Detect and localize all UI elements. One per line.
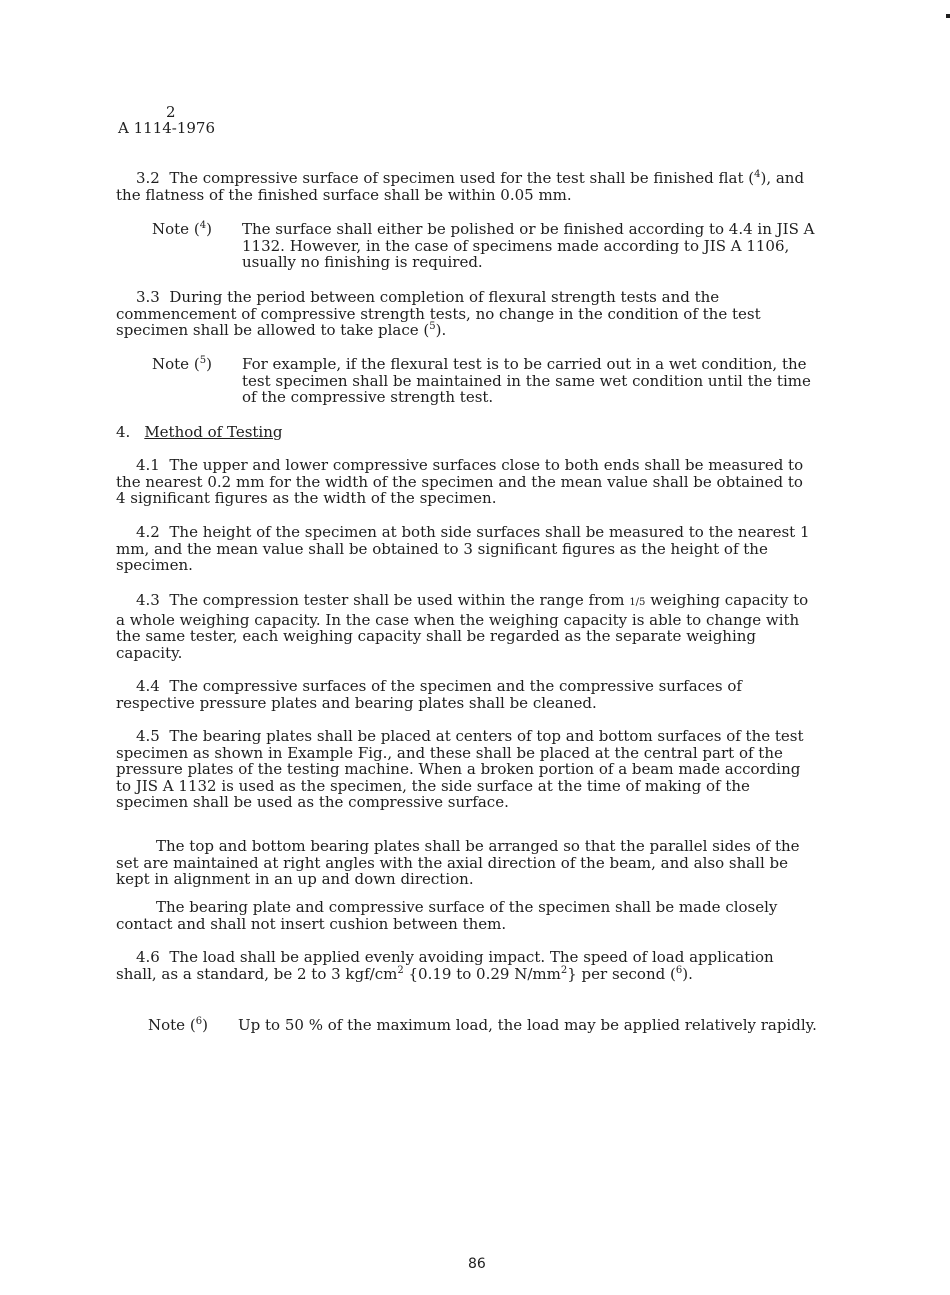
fraction: 1/5 <box>629 597 646 608</box>
paragraph-4-5: 4.5 The bearing plates shall be placed at centers of top and bottom surfaces of the test specimen as shown in Example Fig., and these shall be placed at the central part of the pressure plates of the testing machine. When a broken portion of a beam made according to JIS A 1132 is used as the specimen, the side surface at the time of making of the specimen shall be used as the compressive surface. <box>116 727 804 811</box>
note-text: For example, if the flexural test is to be carried out in a wet condition, the test specimen shall be maintained in the same wet condition until the time of the compressive strength test. <box>242 355 811 406</box>
paragraph-3-2: 3.2 The compressive surface of specimen used for the test shall be finished flat ($^4$), and the flatness of the finished surface shall be within 0.05 mm. <box>116 169 805 204</box>
header-page-number: 2 <box>166 103 176 121</box>
note-5 <box>152 356 822 406</box>
clause-number: 4.2 <box>136 523 160 541</box>
clause-number: 4.1 <box>136 456 160 474</box>
note-label: Note ($^6$) <box>148 1016 208 1034</box>
heading-title: Method of Testing <box>144 423 283 441</box>
clause-number: 4.5 <box>136 727 160 745</box>
paragraph-4-2: 4.2 The height of the specimen at both side surfaces shall be measured to the nearest 1 mm, and the mean value shall be obtained to 3 significant figures as the height of the specimen. <box>116 523 810 574</box>
paragraph-3-3: 3.3 During the period between completion of flexural strength tests and the commencement of compressive strength tests, no change in the condition of the test specimen shall be allowed to take place ($^5$). <box>116 288 761 339</box>
note-text: Up to 50 % of the maximum load, the load may be applied relatively rapidly. <box>238 1016 817 1034</box>
clause-number: 3.3 <box>136 288 160 306</box>
note-ref: 5 <box>429 321 436 332</box>
paragraph-4-5-b: The top and bottom bearing plates shall be arranged so that the parallel sides of the set are maintained at right angles with the axial direction of the beam, and also shall be kept in alignment in an up and down direction. <box>116 837 800 888</box>
note-6 <box>148 1017 818 1034</box>
note-text: The surface shall either be polished or be finished according to 4.4 in JIS A 1132. However, in the case of specimens made according to JIS A 1106, usually no finishing is required. <box>242 220 815 271</box>
paragraph-4-6: 4.6 The load shall be applied evenly avoiding impact. The speed of load application shall, as a standard, be 2 to 3 kgf/$cm^2$ {0.19 to 0.29 $N/mm^2$} per second ($^6$). <box>116 948 774 983</box>
note-label: Note ($^5$) <box>152 355 212 373</box>
page-folio: 86 <box>468 1256 486 1272</box>
section-heading-4 <box>116 424 283 441</box>
note-4 <box>152 221 822 271</box>
clause-number: 4.3 <box>136 591 160 609</box>
note-ref: 4 <box>754 169 761 180</box>
clause-number: 3.2 <box>136 169 160 187</box>
scan-mark <box>946 14 950 18</box>
clause-number: 4.4 <box>136 677 160 695</box>
paragraph-4-3: 4.3 The compression tester shall be used within the range from 1/5 weighing capacity to a whole weighing capacity. In the case when the weighing capacity is able to change with the same tester, each weighing capacity shall be regarded as the separate weighing capacity. <box>116 591 809 662</box>
note-label: Note ($^4$) <box>152 220 212 238</box>
note-ref: 6 <box>675 964 683 976</box>
clause-number: 4.6 <box>136 948 160 966</box>
paragraph-4-1: 4.1 The upper and lower compressive surfaces close to both ends shall be measured to the nearest 0.2 mm for the width of the specimen and the mean value shall be obtained to 4 significant figures as the width of the specimen. <box>116 456 804 507</box>
paragraph-4-5-c: The bearing plate and compressive surface of the specimen shall be made closely contact and shall not insert cushion between them. <box>116 898 778 933</box>
paragraph-4-4: 4.4 The compressive surfaces of the specimen and the compressive surfaces of respective pressure plates and bearing plates shall be cleaned. <box>116 677 742 712</box>
heading-number: 4. <box>116 423 131 441</box>
standard-code: A 1114-1976 <box>118 119 216 137</box>
page-header <box>118 104 215 136</box>
